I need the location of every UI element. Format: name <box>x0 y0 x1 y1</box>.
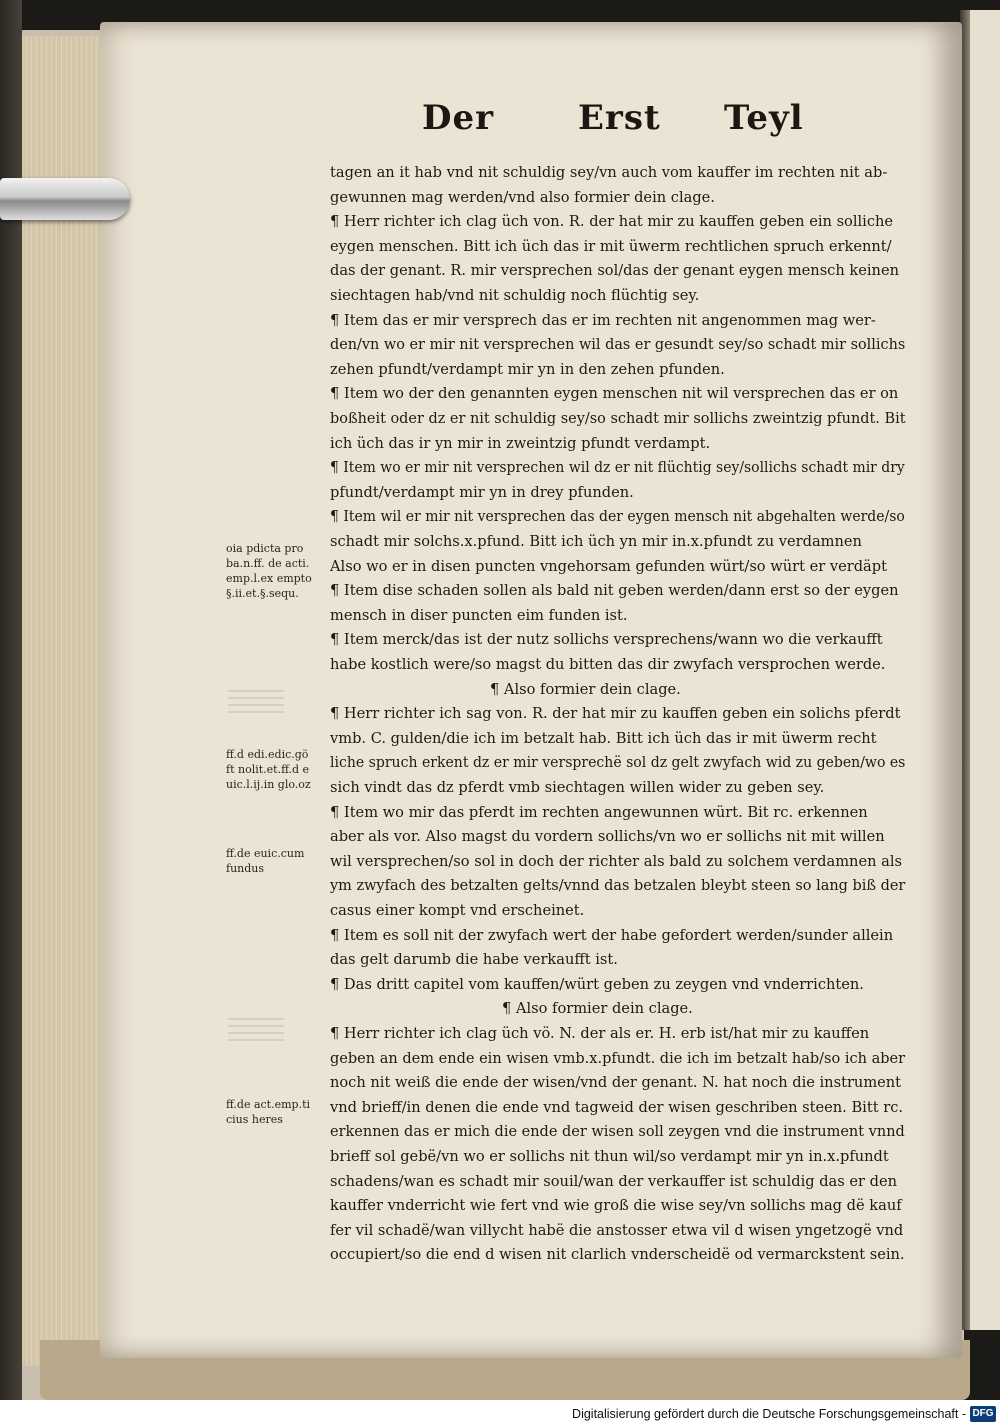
text-line: fer vil schadë/wan villycht habë die anstosser etwa vil d wisen yngetzogë vnd <box>330 1222 904 1239</box>
running-head-word: Der <box>422 98 495 138</box>
text-line: wil versprechen/so sol in doch der richter als bald zu solchem verdamnen als <box>330 853 902 870</box>
text-line: gewunnen mag werden/vnd also formier dein clage. <box>330 189 715 206</box>
text-line: aber als vor. Also magst du vordern sollichs/vn wo er sollichs nit mit willen <box>330 828 885 845</box>
dfg-logo: DFG <box>970 1406 996 1422</box>
text-line: ¶ Das dritt capitel vom kauffen/würt geben zu zeygen vnd vnderrichten. <box>330 976 864 993</box>
text-line: ¶ Item wo mir das pferdt im rechten angewunnen würt. Bit rc. erkennen <box>330 804 868 821</box>
text-line: ym zwyfach des betzalten gelts/vnnd das betzalen bleybt steen so lang biß der <box>330 877 906 894</box>
facing-page <box>960 10 1000 1330</box>
text-line: vmb. C. gulden/die ich im betzalt hab. Bitt ich üch das ir mit üwerm recht <box>330 730 877 747</box>
running-head-word: Teyl <box>724 98 804 138</box>
text-line: den/vn wo er mir nit versprechen wil das er gesundt sey/so schadt mir sollichs <box>330 336 906 353</box>
marginal-note: oia pdicta pro ba.n.ff. de acti. emp.l.ex empto §.ii.et.§.sequ. <box>226 542 312 600</box>
text-line: occupiert/so die end d wisen nit clarlich vnderscheidë od vermarckstent sein. <box>330 1246 905 1263</box>
text-line: sich vindt das dz pferdt vmb siechtagen willen wider zu geben sey. <box>330 779 825 796</box>
text-line: ¶ Also formier dein clage. <box>490 681 681 698</box>
text-line: tagen an it hab vnd nit schuldig sey/vn auch vom kauffer im rechten nit ab- <box>330 164 888 181</box>
text-line: casus einer kompt vnd erscheinet. <box>330 902 585 919</box>
text-line: das gelt darumb die habe verkaufft ist. <box>330 951 618 968</box>
text-line: boßheit oder dz er nit schuldig sey/so schadt mir sollichs zweintzig pfundt. Bit <box>330 410 906 427</box>
bleed-through <box>228 690 284 716</box>
text-line: noch nit weiß die ende der wisen/vnd der genant. N. hat noch die instrument <box>330 1074 902 1091</box>
text-line: ¶ Herr richter ich clag üch vö. N. der als er. H. erb ist/hat mir zu kauffen <box>330 1025 870 1042</box>
text-line: pfundt/verdampt mir yn in drey pfunden. <box>330 484 634 501</box>
text-line: ¶ Item wil er mir nit versprechen das der eygen mensch nit abgehalten werde/so <box>330 508 905 525</box>
running-head <box>100 98 962 148</box>
text-line: ¶ Item wo er mir nit versprechen wil dz er nit flüchtig sey/sollichs schadt mir dry <box>330 459 905 476</box>
text-line: ¶ Item dise schaden sollen als bald nit geben werden/dann erst so der eygen <box>330 582 899 599</box>
text-line: Also wo er in disen puncten vngehorsam gefunden würt/so würt er verdäpt <box>330 558 887 575</box>
text-line: erkennen das er mich die ende der wisen soll zeygen vnd die instrument vnnd <box>330 1123 905 1140</box>
text-line: ¶ Herr richter ich clag üch von. R. der hat mir zu kauffen geben ein solliche <box>330 213 894 230</box>
text-line: ¶ Item das er mir versprech das er im rechten nit angenommen mag wer- <box>330 312 876 329</box>
funding-notice: Digitalisierung gefördert durch die Deutsche Forschungsgemeinschaft - <box>572 1407 966 1421</box>
text-line: geben an dem ende ein wisen vmb.x.pfundt. die ich im betzalt hab/so ich aber <box>330 1050 906 1067</box>
text-line: kauffer vnderricht wie fert vnd wie groß die wise sey/vn sollichs mag dë kauf <box>330 1197 902 1214</box>
text-line: ¶ Herr richter ich sag von. R. der hat mir zu kauffen geben ein solichs pferdt <box>330 705 901 722</box>
text-line: zehen pfundt/verdampt mir yn in den zehen pfunden. <box>330 361 725 378</box>
page-clip <box>0 178 130 220</box>
text-line: brieff sol gebë/vn wo er sollichs nit thun wil/so verdampt mir yn in.x.pfundt <box>330 1148 889 1165</box>
text-line: schadt mir solchs.x.pfund. Bitt ich üch yn mir in.x.pfundt zu verdamnen <box>330 533 862 550</box>
text-line: habe kostlich were/so magst du bitten das dir zwyfach versprochen werde. <box>330 656 886 673</box>
text-line: liche spruch erkent dz er mir versprechë sol dz gelt zwyfach wid zu geben/wo es <box>330 754 906 771</box>
text-line: schadens/wan es schadt mir souil/wan der verkauffer ist schuldig das er den <box>330 1173 898 1190</box>
text-line: ¶ Also formier dein clage. <box>502 1000 693 1017</box>
marginal-note: ff.d edi.edic.gö ft nolit.et.ff.d e uic.l.ij.in glo.oz <box>226 748 311 791</box>
text-line: das der genant. R. mir versprechen sol/das der genant eygen mensch keinen <box>330 262 899 279</box>
text-line: mensch in diser puncten eim funden ist. <box>330 607 628 624</box>
text-line: ich üch das ir yn mir in zweintzig pfundt verdampt. <box>330 435 711 452</box>
text-line: vnd brieff/in denen die ende vnd tagweid der wisen geschriben steen. Bitt rc. <box>330 1099 904 1116</box>
text-line: ¶ Item wo der den genannten eygen menschen nit wil versprechen das er on <box>330 385 899 402</box>
marginal-note: ff.de act.emp.ti cius heres <box>226 1098 311 1126</box>
running-head-word: Erst <box>578 98 661 138</box>
text-line: ¶ Item es soll nit der zwyfach wert der habe gefordert werden/sunder allein <box>330 927 894 944</box>
footer-bar <box>0 1400 1000 1428</box>
marginal-note: ff.de euic.cum fundus <box>226 847 305 875</box>
text-line: siechtagen hab/vnd nit schuldig noch flüchtig sey. <box>330 287 700 304</box>
text-line: ¶ Item merck/das ist der nutz sollichs versprechens/wann wo die verkaufft <box>330 631 883 648</box>
text-line: eygen menschen. Bitt ich üch das ir mit üwerm rechtlichen spruch erkennt/ <box>330 238 892 255</box>
bleed-through <box>228 1018 284 1044</box>
